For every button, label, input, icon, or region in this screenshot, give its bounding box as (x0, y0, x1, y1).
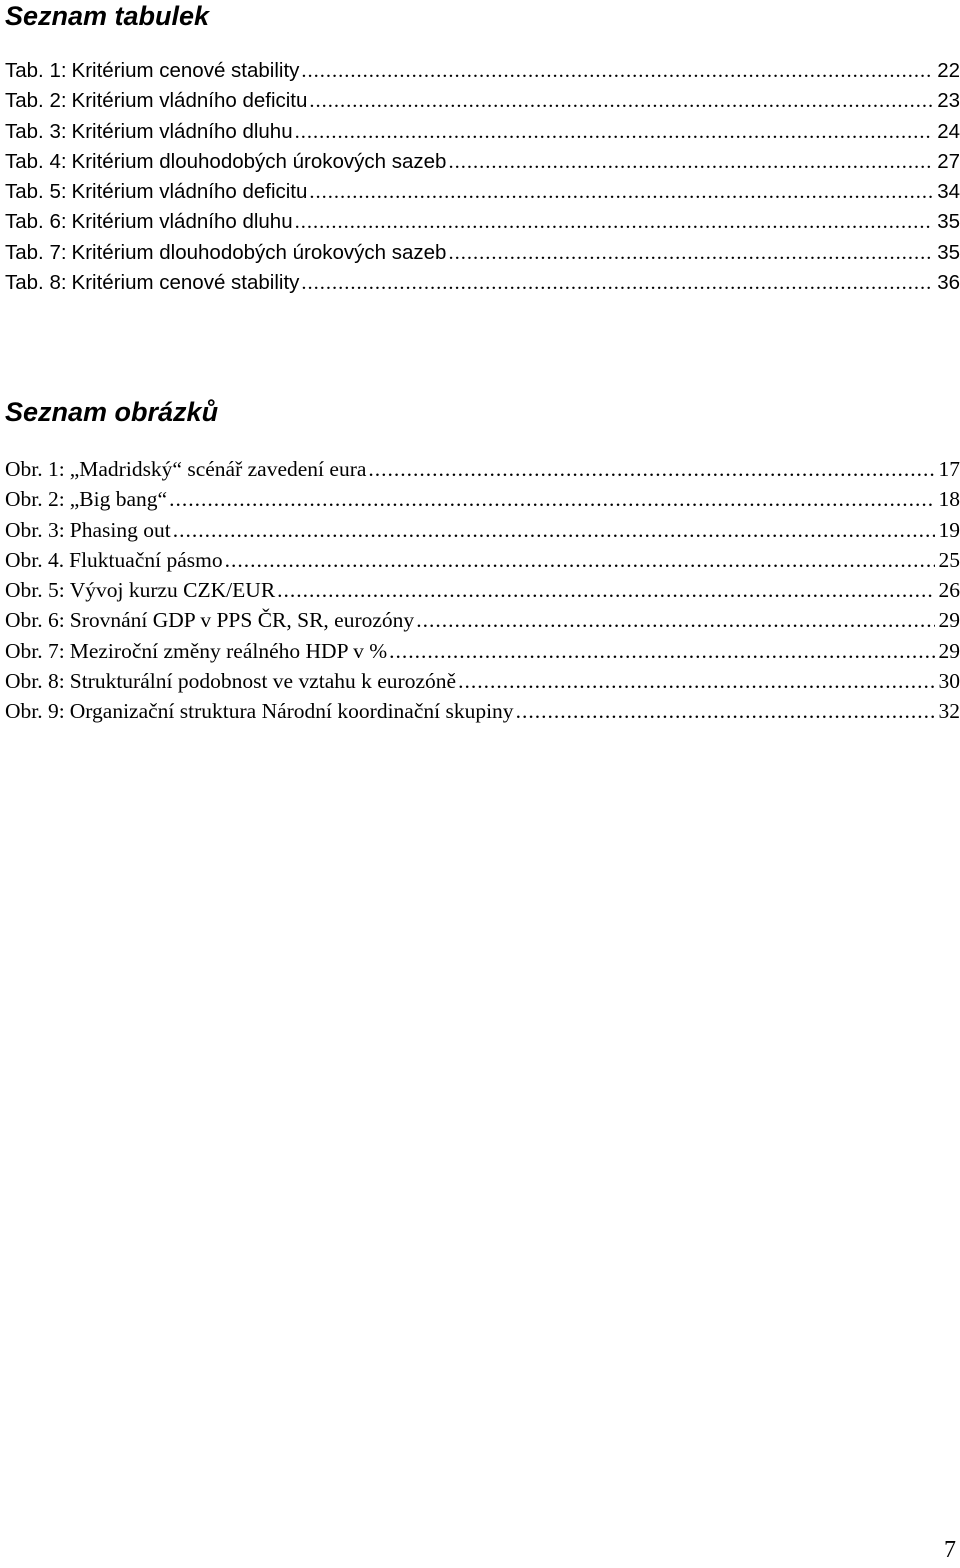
entry-label: Obr. 9: (5, 699, 65, 724)
entry-title: Phasing out (69, 517, 171, 542)
entry-page-number: 35 (937, 240, 960, 264)
entry-label: Obr. 8: (5, 669, 65, 694)
entry-page-number: 17 (938, 457, 960, 481)
entry-title: Kritérium vládního deficitu (71, 89, 308, 113)
toc-entry-table-1[interactable] (5, 56, 960, 86)
toc-entry-figure-3[interactable] (5, 515, 960, 545)
dot-leader (295, 207, 934, 237)
dot-leader (448, 238, 933, 268)
entry-label: Obr. 7: (5, 638, 65, 663)
entry-page-number: 32 (938, 699, 960, 724)
entry-label: Obr. 1: (5, 457, 65, 481)
toc-entry-table-8[interactable] (5, 268, 960, 298)
dot-leader (458, 666, 934, 696)
dot-leader (309, 86, 933, 116)
toc-entry-figure-2[interactable] (5, 484, 960, 514)
dot-leader (309, 177, 933, 207)
toc-entry-figure-7[interactable] (5, 636, 960, 666)
dot-leader (173, 515, 935, 545)
entry-title: Organizační struktura Národní koordinační skupiny (69, 699, 514, 724)
dot-leader (277, 575, 934, 605)
entry-page-number: 29 (938, 638, 960, 663)
entry-title: „Madridský“ scénář zavedení eura (69, 457, 367, 481)
entry-title: „Big bang“ (69, 487, 168, 512)
entry-page-number: 18 (938, 487, 960, 512)
dot-leader (301, 268, 933, 298)
entry-label: Tab. 3: (5, 119, 67, 143)
page-number: 7 (944, 1537, 956, 1563)
dot-leader (301, 56, 933, 86)
entry-label: Tab. 6: (5, 210, 67, 234)
entry-label: Tab. 4: (5, 149, 67, 173)
entry-page-number: 34 (937, 180, 960, 204)
list-of-tables-heading: Seznam tabulek (5, 1, 210, 31)
dot-leader (368, 454, 934, 484)
entry-label: Obr. 4. (5, 547, 65, 572)
entry-page-number: 30 (938, 669, 960, 694)
toc-entry-figure-1[interactable] (5, 454, 960, 484)
dot-leader (389, 636, 934, 666)
entry-title: Kritérium cenové stability (71, 271, 300, 295)
toc-entry-figure-8[interactable] (5, 666, 960, 696)
entry-label: Tab. 2: (5, 89, 67, 113)
entry-label: Tab. 8: (5, 271, 67, 295)
dot-leader (169, 484, 934, 514)
toc-entry-table-4[interactable] (5, 147, 960, 177)
entry-title: Meziroční změny reálného HDP v % (69, 638, 388, 663)
entry-page-number: 19 (938, 517, 960, 542)
entry-title: Fluktuační pásmo (69, 547, 223, 572)
toc-entry-table-2[interactable] (5, 86, 960, 116)
entry-title: Vývoj kurzu CZK/EUR (69, 578, 276, 603)
dot-leader (295, 117, 934, 147)
dot-leader (225, 545, 935, 575)
entry-title: Kritérium vládního deficitu (71, 180, 308, 204)
toc-entry-table-7[interactable] (5, 238, 960, 268)
entry-page-number: 27 (937, 149, 960, 173)
dot-leader (516, 696, 935, 726)
entry-title: Kritérium dlouhodobých úrokových sazeb (71, 149, 447, 173)
entry-title: Kritérium vládního dluhu (71, 210, 293, 234)
toc-entry-figure-5[interactable] (5, 575, 960, 605)
entry-label: Obr. 2: (5, 487, 65, 512)
entry-label: Obr. 6: (5, 608, 65, 633)
entry-page-number: 26 (938, 578, 960, 603)
list-of-figures-heading: Seznam obrázků (5, 397, 219, 427)
entry-title: Kritérium dlouhodobých úrokových sazeb (71, 240, 447, 264)
entry-title: Srovnání GDP v PPS ČR, SR, eurozóny (69, 608, 415, 633)
toc-entry-figure-6[interactable] (5, 605, 960, 635)
toc-entry-table-3[interactable] (5, 117, 960, 147)
entry-title: Kritérium cenové stability (71, 59, 300, 82)
dot-leader (416, 605, 934, 635)
list-of-figures (5, 454, 960, 727)
entry-page-number: 22 (937, 59, 960, 82)
toc-entry-table-5[interactable] (5, 177, 960, 207)
toc-entry-figure-4[interactable] (5, 545, 960, 575)
dot-leader (448, 147, 933, 177)
entry-title: Strukturální podobnost ve vztahu k eurozóně (69, 669, 457, 694)
entry-label: Obr. 3: (5, 517, 65, 542)
entry-label: Obr. 5: (5, 578, 65, 603)
entry-page-number: 29 (938, 608, 960, 633)
entry-label: Tab. 1: (5, 59, 67, 82)
toc-entry-figure-9[interactable] (5, 696, 960, 726)
entry-page-number: 35 (937, 210, 960, 234)
entry-label: Tab. 5: (5, 180, 67, 204)
entry-title: Kritérium vládního dluhu (71, 119, 293, 143)
toc-entry-table-6[interactable] (5, 207, 960, 237)
entry-label: Tab. 7: (5, 240, 67, 264)
entry-page-number: 24 (937, 119, 960, 143)
list-of-tables (5, 56, 960, 298)
entry-page-number: 36 (937, 271, 960, 295)
entry-page-number: 23 (937, 89, 960, 113)
entry-page-number: 25 (938, 547, 960, 572)
